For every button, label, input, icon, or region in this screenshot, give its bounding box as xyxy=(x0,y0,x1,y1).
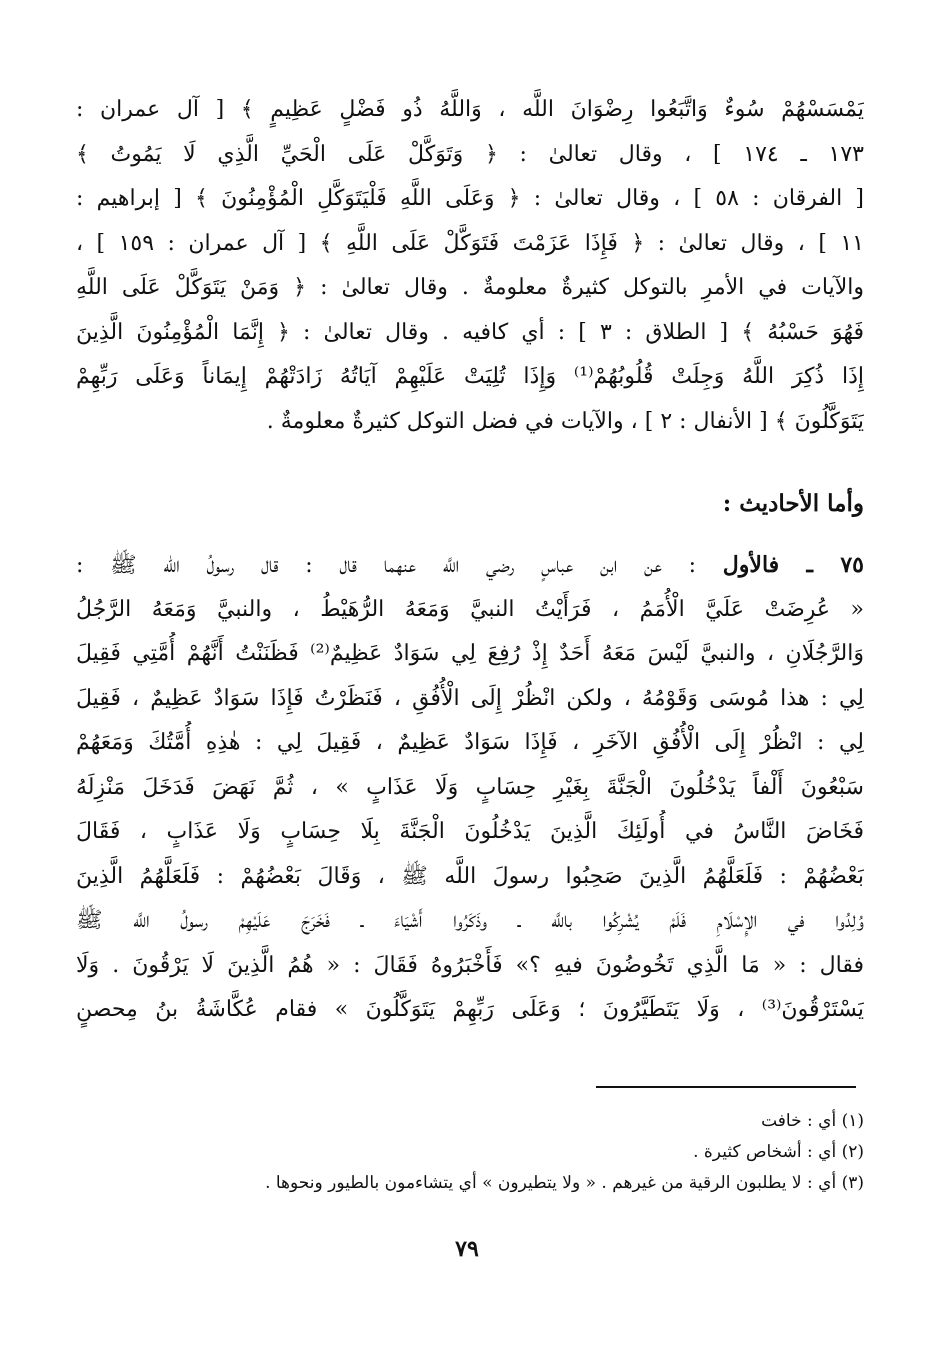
footnote: (٣) أي : لا يطلبون الرقية من غيرهم . « ولا يتطيرون » أي يتشاءمون بالطيور ونحوها . xyxy=(265,1173,864,1193)
text-line: وَالرَّجُلَانِ ، والنبيَّ لَيْسَ مَعَهُ أَحَدٌ إِذْ رُفِعَ لِي سَوَادٌ عَظِيمٌ⁽²⁾ فَظَنَنْتُ أَنَّهُمْ أُمَّتِي فَقِيلَ xyxy=(76,641,864,666)
text-line: فَهُوَ حَسْبُهُ ﴾ [ الطلاق : ٣ ] : أي كافيه . وقال تعالىٰ : ﴿ إِنَّمَا الْمُؤْمِنُونَ الَّذِينَ xyxy=(76,319,864,345)
text-line: والآيات في الأمرِ بالتوكل كثيرةٌ معلومةٌ . وقال تعالىٰ : ﴿ وَمَنْ يَتَوَكَّلْ عَلَى اللَّهِ xyxy=(76,275,864,300)
text-line: وُلِدُوا في الإِسْلَامِ فَلَمْ يُشْرِكُوا باللَّه ـ وذَكَرُوا أَشْيَاءَ ـ فَخَرَجَ عَلَيْهِمْ رسولُ اللَّه ﷺ xyxy=(76,908,864,933)
text-line xyxy=(76,543,864,588)
footnote-divider xyxy=(596,1086,856,1088)
text-line: ١٧٣ ـ ١٧٤ ] ، وقال تعالىٰ : ﴿ وَتَوَكَّلْ عَلَى الْحَيِّ الَّذِي لَا يَمُوتُ ﴾ xyxy=(76,141,864,167)
hadith-paragraph xyxy=(76,543,864,1033)
text-line: فَخَاضَ النَّاسُ في أُولَئِكَ الَّذِينَ يَدْخُلُونَ الْجَنَّةَ بِلَا حِسَابٍ وَلَا عَذَابٍ ، فَقَالَ xyxy=(76,819,864,844)
text-line: يَتَوَكَّلُونَ ﴾ [ الأنفال : ٢ ] ، والآيات في فضل التوكل كثيرةٌ معلومةٌ . xyxy=(266,408,864,434)
text-line: يَسْتَرْقُونَ⁽³⁾ ، وَلَا يَتَطَيَّرُونَ ؛ وَعَلَى رَبِّهِمْ يَتَوَكَّلُونَ » فقام عُكَّاشَةُ بنُ مِحصنٍ xyxy=(76,997,864,1022)
quran-verses-paragraph xyxy=(76,88,864,444)
text-line: [ الفرقان : ٥٨ ] ، وقال تعالىٰ : ﴿ وَعَلَى اللَّهِ فَلْيَتَوَكَّلِ الْمُؤْمِنُونَ ﴾ [ إبراهيم : xyxy=(76,186,864,211)
text-line: يَمْسَسْهُمْ سُوءٌ وَاتَّبَعُوا رِضْوَانَ اللَّه ، وَاللَّهُ ذُو فَضْلٍ عَظِيمٍ ﴾ [ آل عمران : xyxy=(76,97,864,122)
page-number: ٧٩ xyxy=(455,1236,479,1262)
text-line: « عُرِضَتْ عَلَيَّ الْأُمَمُ ، فَرَأَيْتُ النبيَّ وَمَعَهُ الرُّهَيْطُ ، والنبيَّ وَمَعَهُ الرَّجُلُ xyxy=(76,596,864,622)
section-heading: وأما الأحاديث : xyxy=(722,490,864,517)
text-line: ١١ ] ، وقال تعالىٰ : ﴿ فَإِذَا عَزَمْتَ فَتَوَكَّلْ عَلَى اللَّهِ ﴾ [ آل عمران : ١٥٩ ] ، xyxy=(76,230,864,256)
text-line: فقال : « مَا الَّذِي تَخُوضُونَ فيهِ ؟» فَأَخْبَرُوهُ فَقَالَ : « هُمُ الَّذِينَ لَا يَرْقُونَ . وَلَا xyxy=(76,952,864,978)
footnotes xyxy=(164,1106,864,1199)
text-line: لِي : هذا مُوسَى وَقَوْمُهُ ، ولكن انْظُرْ إِلَى الْأُفُقِ ، فَنَظَرْتُ فَإِذَا سَوَادٌ عَظِيمٌ ، فَقِيلَ xyxy=(76,685,864,711)
text-line: سَبْعُونَ أَلْفاً يَدْخُلُونَ الْجَنَّةَ بِغَيْرِ حِسَابٍ وَلَا عَذَابٍ » ، ثُمَّ نَهَضَ فَدَخَلَ مَنْزِلَهُ xyxy=(76,774,864,800)
footnote: (٢) أي : أشخاص كثيرة . xyxy=(693,1142,864,1162)
footnote: (١) أي : خافت xyxy=(761,1111,864,1131)
text-line: بَعْضُهُمْ : فَلَعَلَّهُمُ الَّذِينَ صَحِبُوا رسولَ اللَّه ﷺ ، وَقَالَ بَعْضُهُمْ : فَلَعَلَّهُمُ الَّذِينَ xyxy=(76,863,864,889)
hadith-intro-text: : عن ابن عباسٍ رضي اللَّه عنهما قال : قال رسولُ الله ﷺ : xyxy=(76,553,723,578)
text-line: إِذَا ذُكِرَ اللَّهُ وَجِلَتْ قُلُوبُهُمْ⁽¹⁾ وَإِذَا تُلِيَتْ عَلَيْهِمْ آيَاتُهُ زَادَتْهُمْ إِيمَاناً وَعَلَى رَبِّهِمْ xyxy=(76,364,864,389)
text-line: لِي : انْظُرْ إِلَى الْأُفُقِ الآخَرِ ، فَإِذَا سَوَادٌ عَظِيمٌ ، فَقِيلَ لِي : هٰذِهِ أُمَّتُكَ وَمَعَهُمْ xyxy=(76,730,864,755)
hadith-number: ٧٥ ـ فالأول xyxy=(722,552,864,578)
